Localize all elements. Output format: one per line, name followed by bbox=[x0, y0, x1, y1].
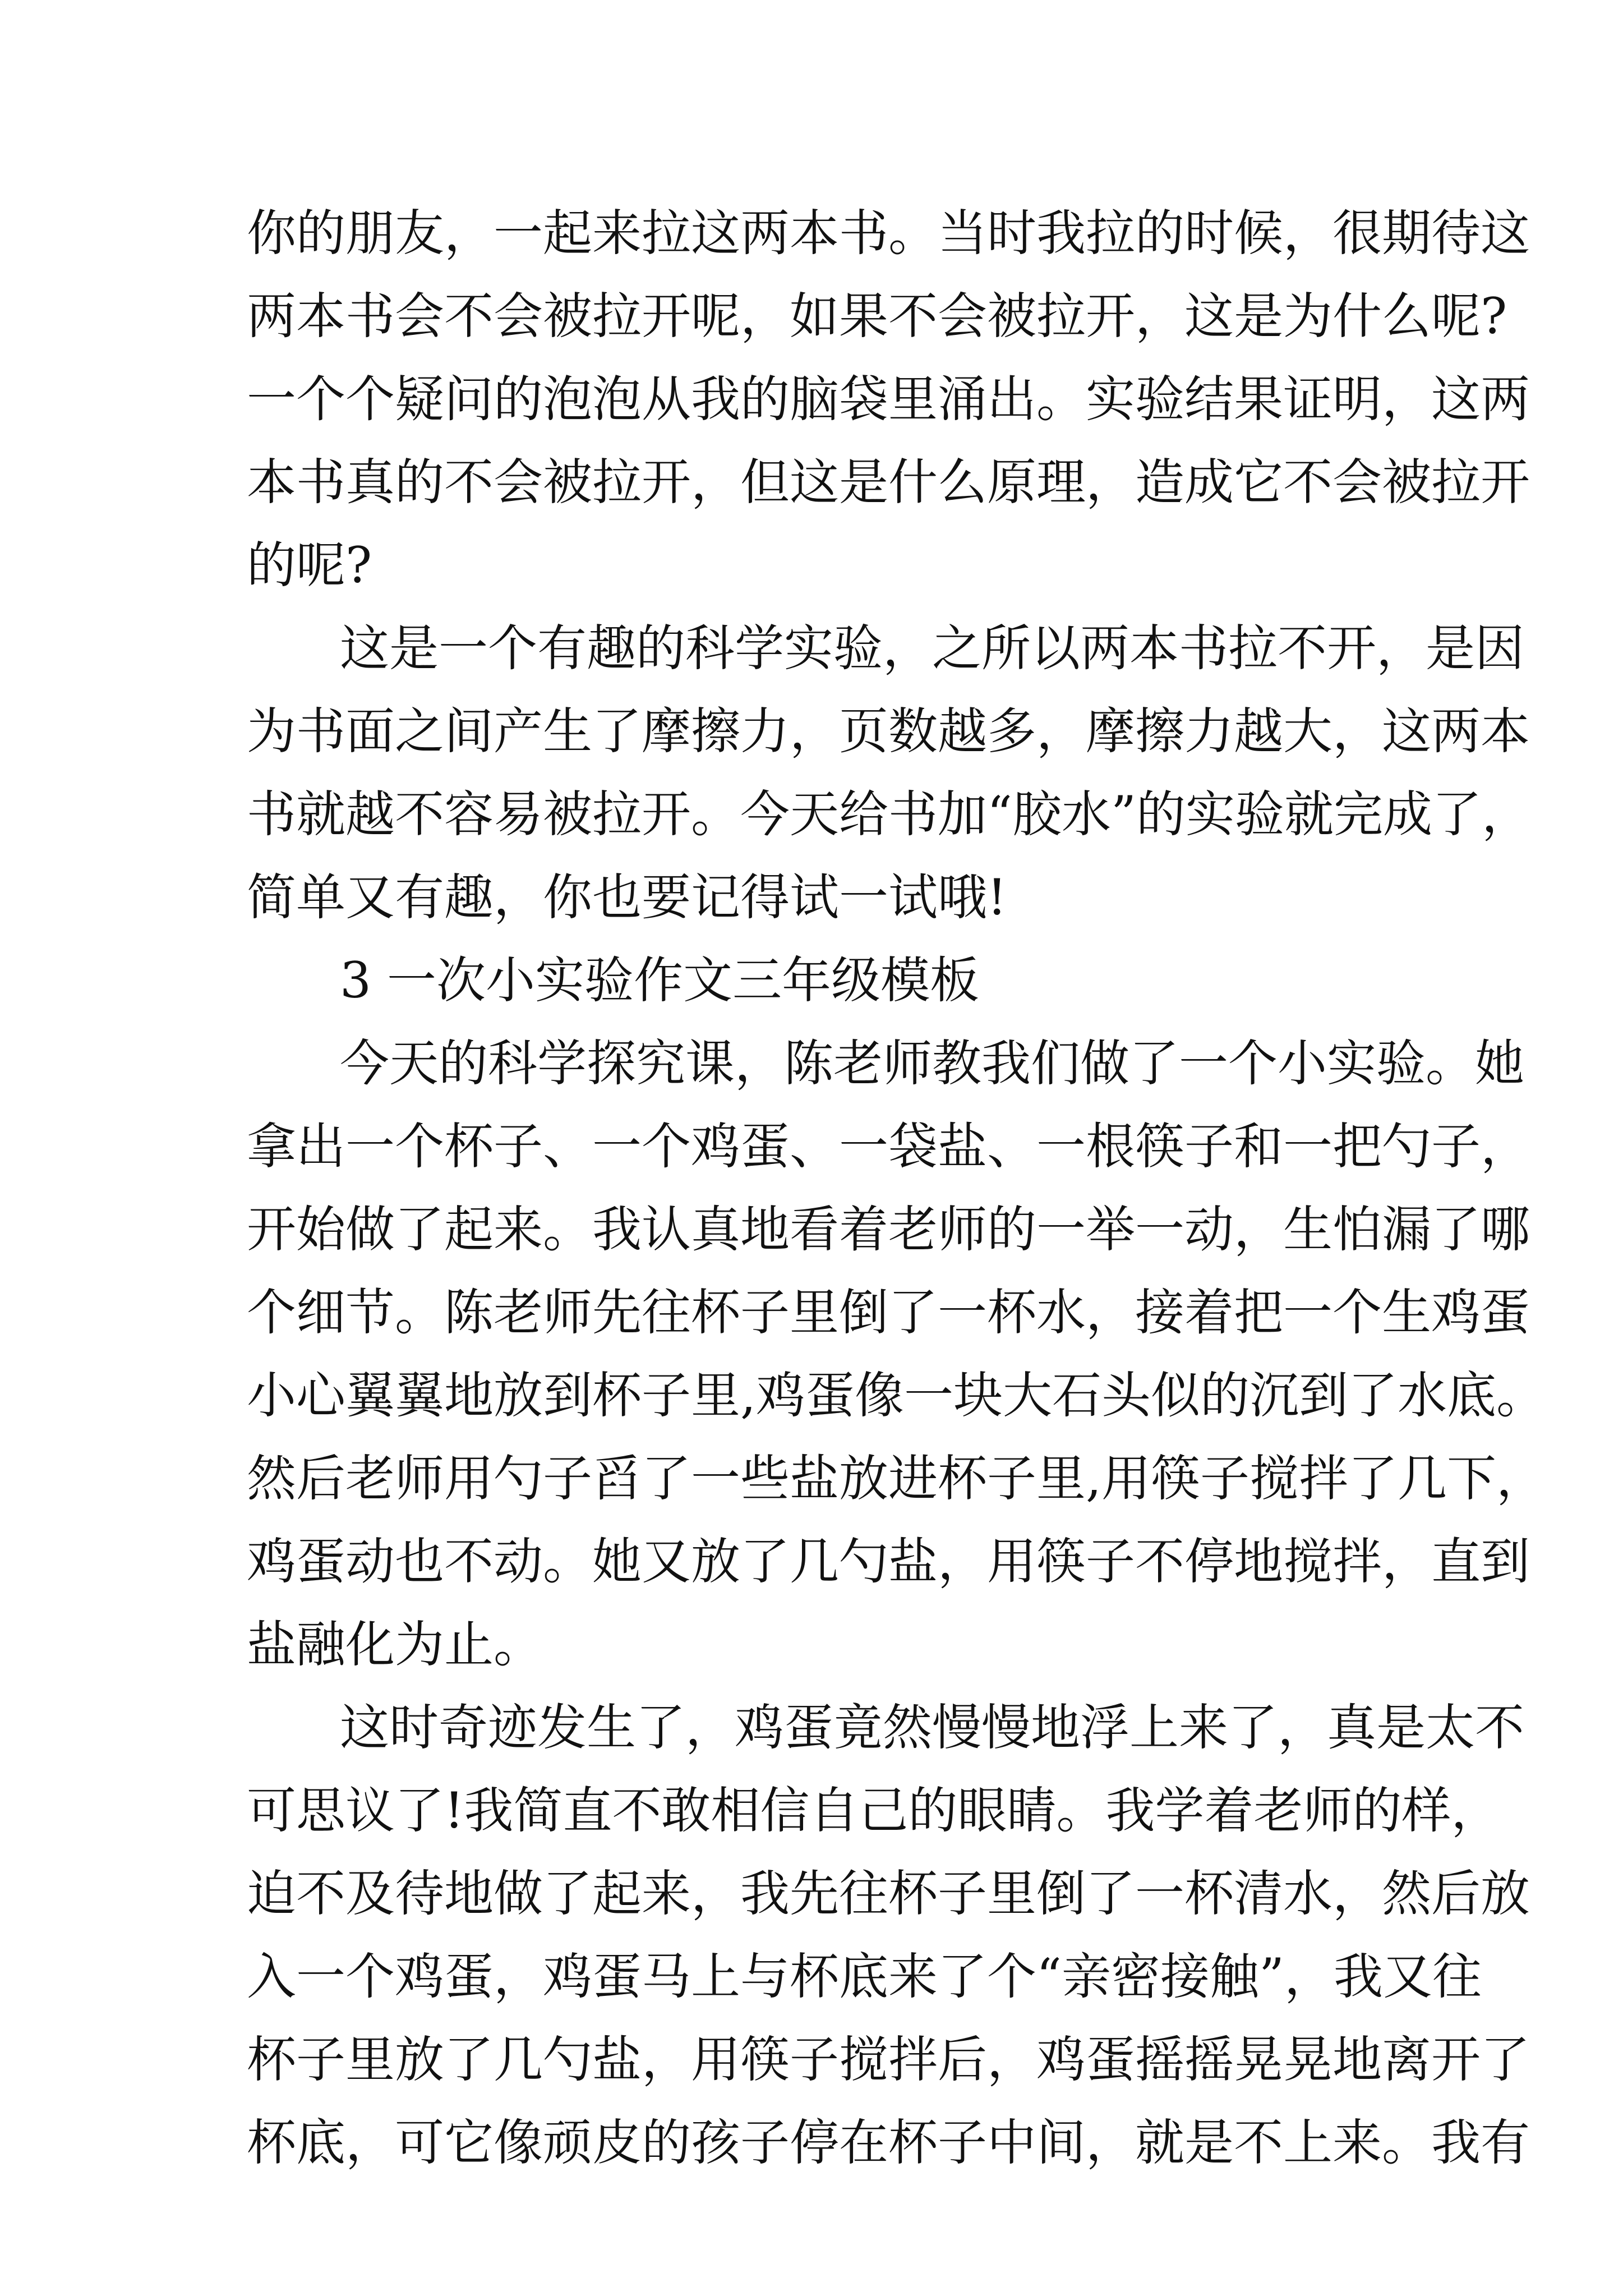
text-line: 个细节。陈老师先往杯子里倒了一杯水，接着把一个生鸡蛋 bbox=[247, 1283, 1530, 1341]
text-line: 盐融化为止。 bbox=[247, 1616, 543, 1673]
text-line: 本书真的不会被拉开，但这是什么原理，造成它不会被拉开 bbox=[247, 453, 1530, 511]
text-line: 一个个疑问的泡泡从我的脑袋里涌出。实验结果证明，这两 bbox=[247, 370, 1530, 428]
text-line: 拿出一个杯子、一个鸡蛋、一袋盐、一根筷子和一把勺子， bbox=[247, 1117, 1530, 1175]
text-line: 鸡蛋动也不动。她又放了几勺盐，用筷子不停地搅拌，直到 bbox=[247, 1533, 1530, 1590]
text-line: 然后老师用勺子舀了一些盐放进杯子里,用筷子搅拌了几下， bbox=[247, 1450, 1546, 1507]
text-line: 书就越不容易被拉开。今天给书加“胶水”的实验就完成了， bbox=[247, 785, 1531, 843]
text-line: 杯子里放了几勺盐，用筷子搅拌后，鸡蛋摇摇晃晃地离开了 bbox=[247, 2031, 1530, 2088]
text-line: 两本书会不会被拉开呢，如果不会被拉开，这是为什么呢? bbox=[247, 287, 1507, 345]
text-line: 的呢? bbox=[247, 536, 372, 594]
text-line: 小心翼翼地放到杯子里,鸡蛋像一块大石头似的沉到了水底。 bbox=[247, 1366, 1546, 1424]
text-line: 为书面之间产生了摩擦力，页数越多，摩擦力越大，这两本 bbox=[247, 702, 1530, 760]
text-line: 入一个鸡蛋，鸡蛋马上与杯底来了个“亲密接触”，我又往 bbox=[247, 1948, 1482, 2005]
text-line: 这时奇迹发生了，鸡蛋竟然慢慢地浮上来了，真是太不 bbox=[340, 1699, 1525, 1756]
text-line: 今天的科学探究课，陈老师教我们做了一个小实验。她 bbox=[340, 1034, 1525, 1092]
text-line: 你的朋友，一起来拉这两本书。当时我拉的时候，很期待这 bbox=[247, 204, 1530, 262]
text-line: 迫不及待地做了起来，我先往杯子里倒了一杯清水，然后放 bbox=[247, 1865, 1530, 1922]
text-line: 杯底，可它像顽皮的孩子停在杯子中间，就是不上来。我有 bbox=[247, 2114, 1530, 2171]
text-line: 这是一个有趣的科学实验，之所以两本书拉不开，是因 bbox=[340, 619, 1525, 677]
section-heading: 3 一次小实验作文三年级模板 bbox=[340, 951, 979, 1009]
text-line: 可思议了!我简直不敢相信自己的眼睛。我学着老师的样， bbox=[247, 1782, 1501, 1839]
text-line: 简单又有趣，你也要记得试一试哦! bbox=[247, 868, 1007, 926]
text-line: 开始做了起来。我认真地看着老师的一举一动，生怕漏了哪 bbox=[247, 1200, 1530, 1258]
